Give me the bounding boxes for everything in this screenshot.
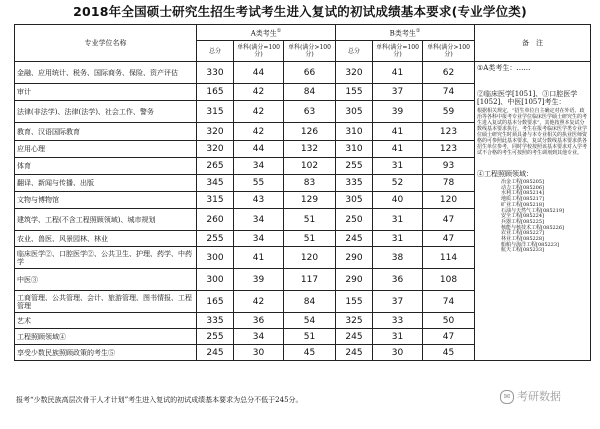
header-notes: 备 注 — [475, 25, 591, 62]
row-b-single-100: 39 — [373, 101, 423, 123]
row-name: 体育 — [15, 158, 197, 175]
row-name: 农业、兽医、风景园林、林业 — [15, 231, 197, 247]
row-b-single-100: 30 — [373, 345, 423, 361]
row-b-total: 250 — [336, 209, 373, 231]
row-b-single-gt100: 74 — [423, 84, 475, 101]
row-b-single-gt100: 59 — [423, 101, 475, 123]
row-b-single-100: 41 — [373, 62, 423, 84]
engineering-field-item: 农业工程[085227] — [501, 230, 544, 237]
row-b-single-100: 31 — [373, 231, 423, 247]
row-a-single-100: 42 — [234, 291, 284, 313]
row-name: 翻译、新闻与传播、出版 — [15, 175, 197, 192]
row-a-single-gt100: 129 — [284, 192, 336, 209]
row-a-single-100: 34 — [234, 158, 284, 175]
row-a-total: 245 — [197, 345, 234, 361]
row-b-single-gt100: 114 — [423, 247, 475, 269]
row-b-total: 155 — [336, 84, 373, 101]
row-a-single-gt100: 84 — [284, 291, 336, 313]
footer-note: 报考“少数民族高层次骨干人才计划”考生进入复试的初试成绩基本要求为总分不低于245分。 — [16, 396, 303, 404]
row-a-total: 260 — [197, 209, 234, 231]
row-a-total: 300 — [197, 247, 234, 269]
engineering-field-item: 石油与天然气工程[085219] — [501, 207, 564, 214]
row-name: 法律(非法学)、法律(法学)、社会工作、警务 — [15, 101, 197, 123]
row-a-total: 255 — [197, 231, 234, 247]
row-b-single-gt100: 108 — [423, 269, 475, 291]
row-a-single-gt100: 102 — [284, 158, 336, 175]
row-a-single-gt100: 126 — [284, 123, 336, 141]
row-b-total: 290 — [336, 269, 373, 291]
row-a-total: 335 — [197, 313, 234, 329]
header-b-total: 总分 — [336, 41, 373, 62]
row-name: 中医③ — [15, 269, 197, 291]
note-4-title: ④工程照顾领域： — [477, 170, 533, 178]
row-b-single-100: 36 — [373, 269, 423, 291]
row-b-single-100: 41 — [373, 123, 423, 141]
row-a-total: 345 — [197, 175, 234, 192]
row-b-single-100: 31 — [373, 209, 423, 231]
row-b-total: 245 — [336, 329, 373, 345]
row-b-single-gt100: 78 — [423, 175, 475, 192]
table-row — [15, 62, 591, 84]
row-a-single-100: 55 — [234, 175, 284, 192]
engineering-field-item: 船舶与海洋工程[085223] — [501, 241, 559, 248]
row-a-total: 265 — [197, 158, 234, 175]
row-a-single-100: 42 — [234, 84, 284, 101]
row-b-single-100: 40 — [373, 192, 423, 209]
row-a-single-gt100: 132 — [284, 141, 336, 158]
engineering-field-item: 矿业工程[085218] — [501, 201, 544, 208]
row-a-single-gt100: 66 — [284, 62, 336, 84]
row-a-single-100: 34 — [234, 209, 284, 231]
row-b-single-gt100: 93 — [423, 158, 475, 175]
row-b-single-100: 38 — [373, 247, 423, 269]
row-b-total: 155 — [336, 291, 373, 313]
header-b-group: B类考生① — [336, 25, 475, 41]
row-b-single-gt100: 50 — [423, 313, 475, 329]
row-name: 工商管理、公共管理、会计、旅游管理、图书情报、工程管理 — [15, 291, 197, 313]
engineering-field-item: 林业工程[085228] — [501, 236, 544, 243]
header-a-total: 总分 — [197, 41, 234, 62]
row-b-total: 325 — [336, 313, 373, 329]
header-a-single-gt100: 单科(满分>100分) — [284, 41, 336, 62]
row-b-total: 310 — [336, 141, 373, 158]
row-a-single-100: 43 — [234, 192, 284, 209]
row-a-single-gt100: 83 — [284, 175, 336, 192]
row-b-total: 305 — [336, 101, 373, 123]
row-b-single-gt100: 62 — [423, 62, 475, 84]
engineering-field-item: 地质工程[085217] — [501, 196, 544, 203]
row-b-total: 255 — [336, 158, 373, 175]
row-a-total: 300 — [197, 269, 234, 291]
row-a-single-100: 44 — [234, 62, 284, 84]
row-b-single-gt100: 47 — [423, 231, 475, 247]
engineering-field-item: 兵器工程[085225] — [501, 218, 544, 225]
row-a-single-100: 44 — [234, 141, 284, 158]
header-subject: 专业学位名称 — [15, 25, 197, 62]
row-b-single-gt100: 123 — [423, 123, 475, 141]
engineering-field-item: 动力工程[085206] — [501, 184, 544, 191]
row-a-single-gt100: 51 — [284, 329, 336, 345]
row-a-single-gt100: 63 — [284, 101, 336, 123]
header-b-single-gt100: 单科(满分>100分) — [423, 41, 475, 62]
row-b-single-gt100: 47 — [423, 329, 475, 345]
page-title: 2018年全国硕士研究生招生考试考生进入复试的初试成绩基本要求(专业学位类) — [73, 4, 527, 19]
row-b-single-100: 37 — [373, 84, 423, 101]
row-b-single-gt100: 47 — [423, 209, 475, 231]
row-name: 艺术 — [15, 313, 197, 329]
row-b-total: 245 — [336, 231, 373, 247]
row-name: 建筑学、工程(不含工程照顾领域)、城市规划 — [15, 209, 197, 231]
row-a-total: 165 — [197, 291, 234, 313]
wechat-icon: ✉ — [500, 390, 514, 404]
engineering-field-item: 核能与核技术工程[085226] — [501, 224, 564, 231]
row-name: 审计 — [15, 84, 197, 101]
row-b-total: 310 — [336, 123, 373, 141]
row-name: 金融、应用统计、税务、国际商务、保险、资产评估 — [15, 62, 197, 84]
row-name: 教育、汉语国际教育 — [15, 123, 197, 141]
row-a-single-100: 30 — [234, 345, 284, 361]
row-a-single-gt100: 117 — [284, 269, 336, 291]
header-a-single-100: 单科(满分=100分) — [234, 41, 284, 62]
row-a-single-gt100: 51 — [284, 209, 336, 231]
row-b-total: 305 — [336, 192, 373, 209]
row-b-single-gt100: 120 — [423, 192, 475, 209]
row-b-total: 335 — [336, 175, 373, 192]
row-a-single-100: 42 — [234, 101, 284, 123]
row-a-single-100: 34 — [234, 329, 284, 345]
row-a-single-100: 41 — [234, 247, 284, 269]
row-a-single-100: 34 — [234, 231, 284, 247]
score-table — [14, 24, 591, 361]
row-b-single-gt100: 74 — [423, 291, 475, 313]
row-b-total: 290 — [336, 247, 373, 269]
engineering-field-item: 安全工程[085224] — [501, 213, 544, 220]
header-a-group: A类考生① — [197, 25, 336, 41]
header-b-single-100: 单科(满分=100分) — [373, 41, 423, 62]
row-a-total: 315 — [197, 192, 234, 209]
row-name: 享受少数民族照顾政策的考生⑤ — [15, 345, 197, 361]
row-a-total: 320 — [197, 141, 234, 158]
row-name: 文物与博物馆 — [15, 192, 197, 209]
watermark: ✉ 考研数据 — [500, 388, 561, 404]
row-a-single-gt100: 120 — [284, 247, 336, 269]
engineering-field-item: 航天工程[085233] — [501, 247, 544, 254]
row-a-single-100: 39 — [234, 269, 284, 291]
row-a-single-gt100: 51 — [284, 231, 336, 247]
engineering-field-item: 水利工程[085214] — [501, 190, 544, 197]
row-b-single-100: 33 — [373, 313, 423, 329]
row-a-single-100: 42 — [234, 123, 284, 141]
row-name: 临床医学②、口腔医学②、公共卫生、护理、药学、中药学 — [15, 247, 197, 269]
row-b-single-100: 37 — [373, 291, 423, 313]
row-b-single-100: 31 — [373, 158, 423, 175]
row-b-single-gt100: 45 — [423, 345, 475, 361]
row-b-single-100: 52 — [373, 175, 423, 192]
row-b-single-100: 31 — [373, 329, 423, 345]
row-a-single-gt100: 54 — [284, 313, 336, 329]
row-a-single-gt100: 45 — [284, 345, 336, 361]
row-a-total: 255 — [197, 329, 234, 345]
row-a-total: 165 — [197, 84, 234, 101]
row-a-total: 315 — [197, 101, 234, 123]
notes-cell — [475, 62, 591, 361]
row-name: 应用心理 — [15, 141, 197, 158]
engineering-field-item: 冶金工程[085205] — [501, 179, 544, 185]
note-2-body: 根据相关规定，“招生单位自主确定对在外语、政治等各科中报考专业学位临床医学硕士研究生的考生进入复试的基本分数要求”，其他按照本复试分数线基本要求执行。考生在报考临床医学类专业学位硕士研究生时须具备与本专业相关的执业医师资格的可参照此基本要求，复试分数线基本要求供各招生单位参考，同时学校按照该基本要求对入学考试不合格的考生可按照的考生调剂到其他专业。 — [477, 108, 588, 156]
row-a-single-gt100: 84 — [284, 84, 336, 101]
row-b-total: 245 — [336, 345, 373, 361]
row-b-single-gt100: 123 — [423, 141, 475, 158]
row-a-total: 320 — [197, 123, 234, 141]
row-a-total: 330 — [197, 62, 234, 84]
note-2-title: ②临床医学[1051]、③口腔医学[1052]、中医[1057]考生： — [477, 90, 578, 106]
row-name: 工程照顾领域④ — [15, 329, 197, 345]
note-1: ①A类考生：…… — [477, 64, 531, 72]
row-a-single-100: 36 — [234, 313, 284, 329]
row-b-single-100: 41 — [373, 141, 423, 158]
row-b-total: 320 — [336, 62, 373, 84]
